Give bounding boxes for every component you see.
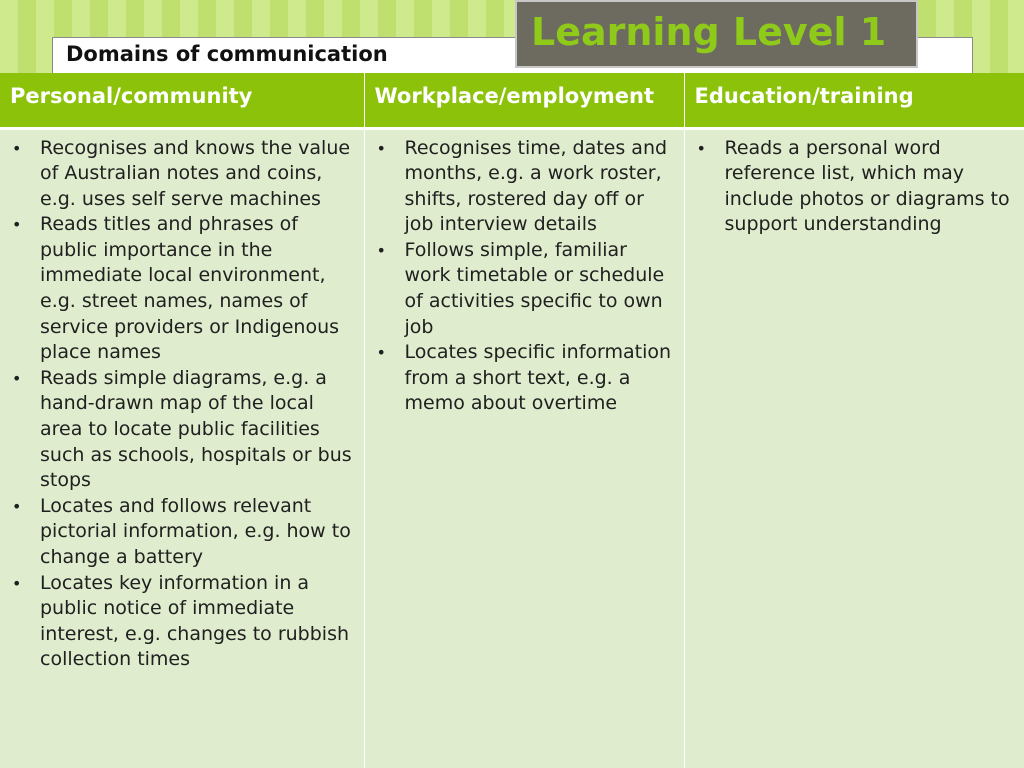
bullet-list — [693, 136, 1019, 238]
table-body-row — [0, 128, 1024, 768]
cell-personal-community — [0, 128, 364, 768]
title-box — [515, 0, 918, 68]
list-item: • Locates specific information from a short text, e.g. a memo about overtime — [373, 340, 678, 417]
cell-workplace-employment — [364, 128, 684, 768]
header-personal-community: Personal/community — [0, 73, 364, 128]
slide-subtitle: Domains of communication — [66, 42, 388, 66]
list-item: • Locates and follows relevant pictorial information, e.g. how to change a battery — [8, 494, 358, 571]
list-item: • Recognises and knows the value of Australian notes and coins, e.g. uses self serve machines — [8, 136, 358, 213]
list-item: • Reads simple diagrams, e.g. a hand-drawn map of the local area to locate public facilities such as schools, hospitals or bus stops — [8, 366, 358, 494]
list-item: • Reads a personal word reference list, which may include photos or diagrams to support understanding — [693, 136, 1019, 238]
list-item: • Recognises time, dates and months, e.g. a work roster, shifts, rostered day off or job interview details — [373, 136, 678, 238]
table-header-row — [0, 73, 1024, 128]
header-education-training: Education/training — [684, 73, 1024, 128]
cell-education-training — [684, 128, 1024, 768]
bullet-list — [373, 136, 678, 418]
slide-title: Learning Level 1 — [531, 10, 887, 54]
list-item: • Locates key information in a public notice of immediate interest, e.g. changes to rubbish collection times — [8, 571, 358, 673]
bullet-list — [8, 136, 358, 673]
list-item: • Reads titles and phrases of public importance in the immediate local environment, e.g. street names, names of service providers or Indigenous place names — [8, 212, 358, 366]
domains-table — [0, 73, 1024, 768]
header-workplace-employment: Workplace/employment — [364, 73, 684, 128]
list-item: • Follows simple, familiar work timetable or schedule of activities specific to own job — [373, 238, 678, 340]
